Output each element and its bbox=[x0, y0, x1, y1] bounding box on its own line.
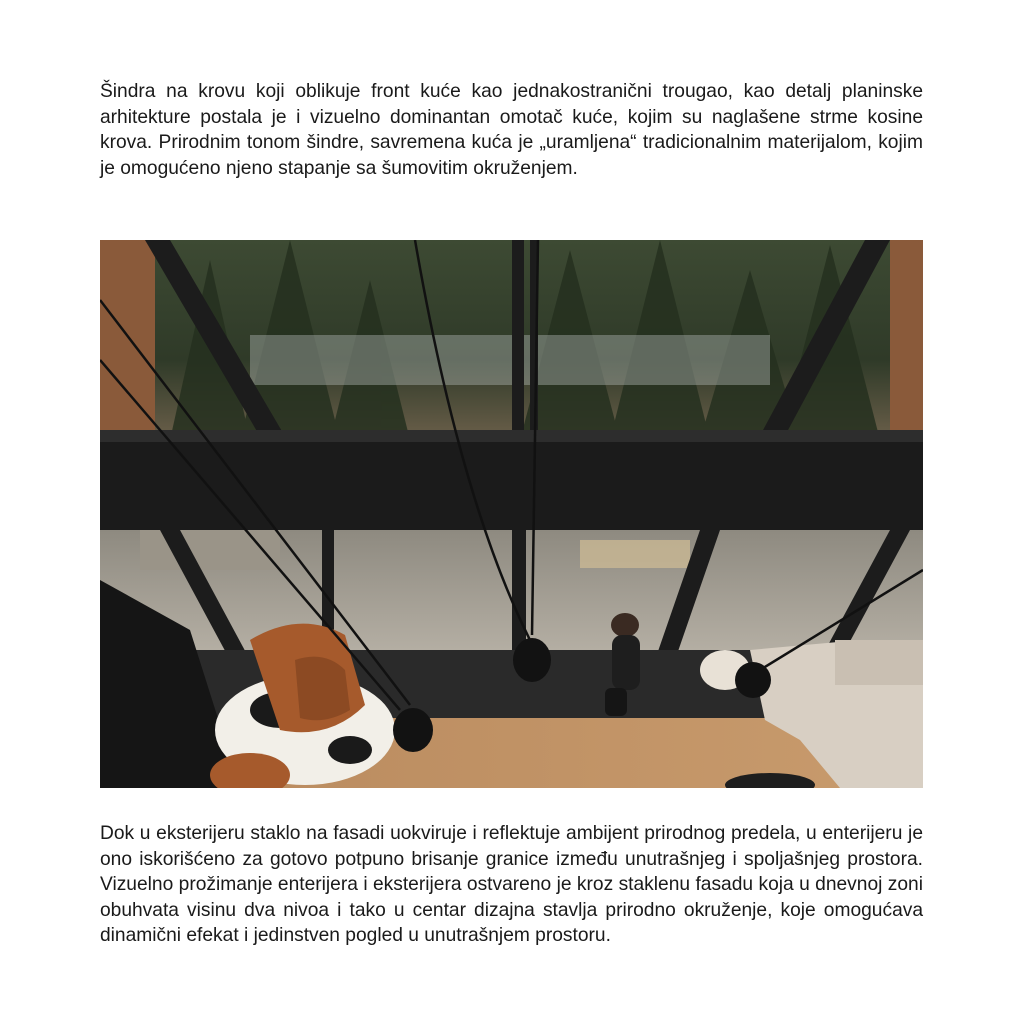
body-paragraph: Dok u eksterijeru staklo na fasadi uokviruje i reflektuje ambijent prirodnog predela, u enterijeru je ono iskorišćeno za gotovo potpuno brisanje granice između unutrašnjeg i spoljašnjeg prostora. Vizuelno prožimanje enterijera i eksterijera ostvareno je kroz staklenu fasadu koja u dnevnoj zoni obuhvata visinu dva nivoa i tako u centar dizajna stavlja prirodno okruženje, koje omogućava dinamični efekat i jedinstven pogled u unutrašnjem prostoru. bbox=[100, 823, 923, 947]
interior-photo bbox=[100, 240, 923, 788]
intro-paragraph: Šindra na krovu koji oblikuje front kuće kao jednakostranični trougao, kao detalj planinske arhitekture postala je i vizuelno dominantan omotač kuće, kojim su naglašene strme kosine krova. Prirodnim tonom šindre, savremena kuća je „uramljena“ tradicionalnim materijalom, kojim je omogućeno njeno stapanje sa šumovitim okruženjem. bbox=[100, 81, 923, 179]
